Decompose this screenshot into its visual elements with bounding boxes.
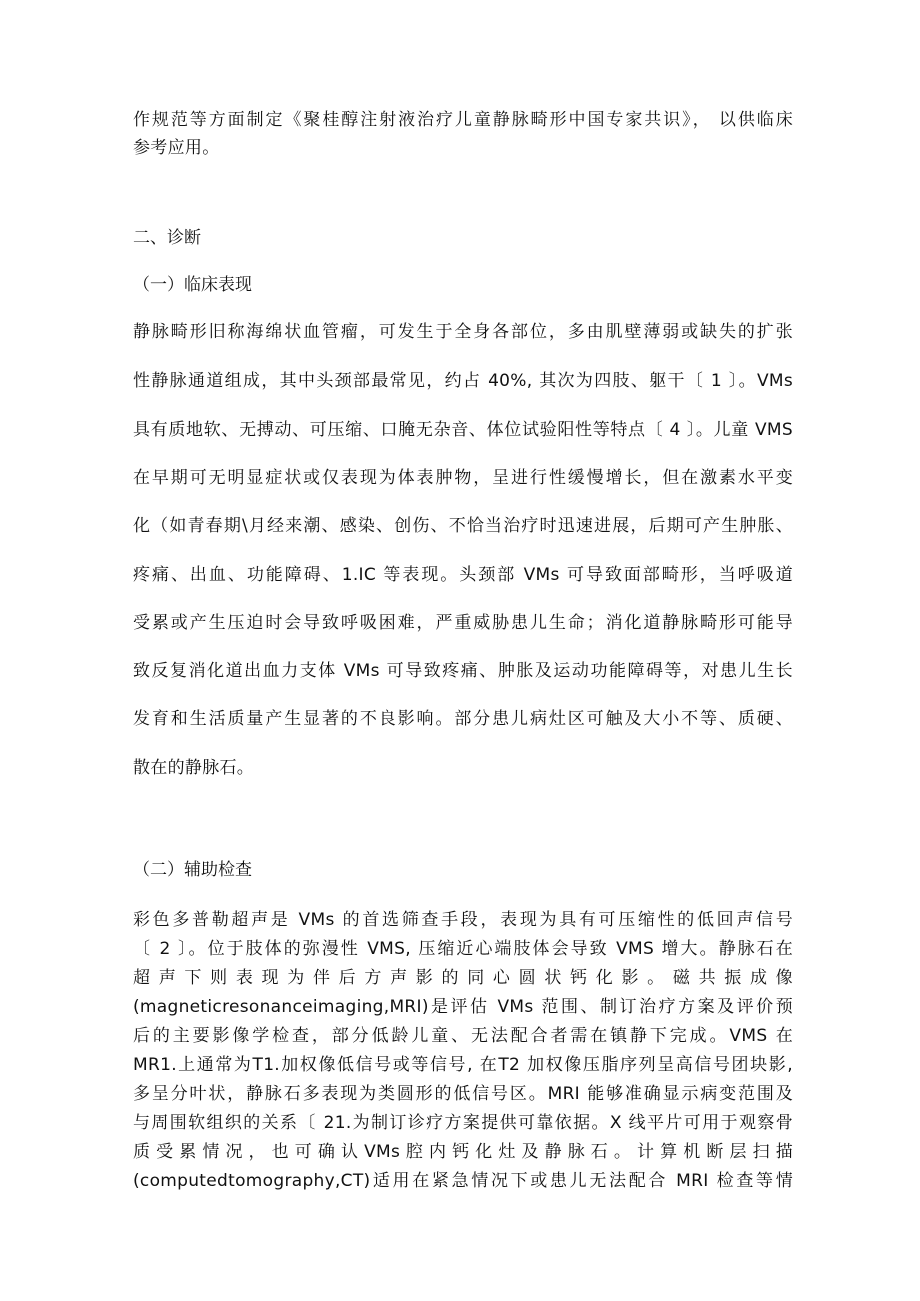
intro-line-2: 参考应用。 — [133, 138, 220, 158]
clinical-line-2: 性静脉通道组成，其中头颈部最常见，约占 40%, 其次为四肢、躯干〔 1 〕。VMs — [133, 371, 793, 391]
clinical-line-4: 在早期可无明显症状或仅表现为体表肿物，呈进行性缓慢增长，但在激素水平变 — [133, 468, 793, 488]
auxiliary-line-9: 质 受 累 情 况 ， 也 可 确 认 VMs 腔 内 钙 化 灶 及 静 脉 石 。 计 算 机 断 层 扫 描 — [133, 1142, 793, 1162]
auxiliary-line-7: 多呈分叶状，静脉石多表现为类圆形的低信号区。MRI 能够准确显示病变范围及 — [133, 1084, 793, 1104]
intro-line-1: 作规范等方面制定《聚桂醇注射液治疗儿童静脉畸形中国专家共识》， 以供临床 — [133, 110, 793, 130]
clinical-line-3: 具有质地软、无搏动、可压缩、口腌无杂音、体位试验阳性等特点〔 4 〕。儿童 VMS — [133, 420, 793, 440]
clinical-line-7: 受累或产生压迫时会导致呼吸困难，严重威胁患儿生命；消化道静脉畸形可能导 — [133, 613, 793, 633]
clinical-line-10: 散在的静脉石。 — [133, 758, 255, 778]
clinical-line-5: 化（如青春期\月经来潮、感染、创伤、不恰当治疗时迅速进展，后期可产生肿胀、 — [133, 516, 793, 536]
clinical-line-8: 致反复消化道出血力支体 VMs 可导致疼痛、肿胀及运动功能障碍等，对患儿生长 — [133, 661, 793, 681]
subsection-title-auxiliary: （二）辅助检查 — [133, 860, 252, 880]
auxiliary-line-8: 与周围软组织的关系〔 21.为制订诊疗方案提供可靠依据。X 线平片可用于观察骨 — [133, 1113, 793, 1133]
auxiliary-line-5: 后的主要影像学检查，部分低龄儿童、无法配合者需在镇静下完成。VMS 在 — [133, 1026, 793, 1046]
clinical-line-6: 疼痛、出血、功能障碍、1.IC 等表现。头颈部 VMs 可导致面部畸形，当呼吸道 — [133, 565, 793, 585]
auxiliary-line-4: (magneticresonanceimaging,MRI)是评估 VMs 范围、制订治疗方案及评价预 — [133, 997, 793, 1017]
auxiliary-line-3: 超 声 下 则 表 现 为 伴 后 方 声 影 的 同 心 圆 状 钙 化 影 。 磁 共 振 成 像 — [133, 968, 793, 988]
auxiliary-line-2: 〔 2 〕。位于肢体的弥漫性 VMS, 压缩近心端肢体会导致 VMS 增大。静脉石在 — [133, 939, 793, 959]
subsection-title-clinical: （一）临床表现 — [133, 275, 252, 295]
auxiliary-line-1: 彩色多普勒超声是 VMs 的首选筛查手段，表现为具有可压缩性的低回声信号 — [133, 910, 793, 930]
auxiliary-line-6: MR1.上通常为T1.加权像低信号或等信号, 在T2 加权像压脂序列呈高信号团块影, — [133, 1055, 793, 1075]
section-title-diagnosis: 二、诊断 — [133, 228, 201, 248]
clinical-line-1: 静脉畸形旧称海绵状血管瘤，可发生于全身各部位，多由肌壁薄弱或缺失的扩张 — [133, 322, 793, 342]
clinical-line-9: 发育和生活质量产生显著的不良影响。部分患儿病灶区可触及大小不等、质硬、 — [133, 709, 793, 729]
auxiliary-line-10: (computedtomography,CT)适用在紧急情况下或患儿无法配合 MRI 检查等情 — [133, 1171, 793, 1191]
